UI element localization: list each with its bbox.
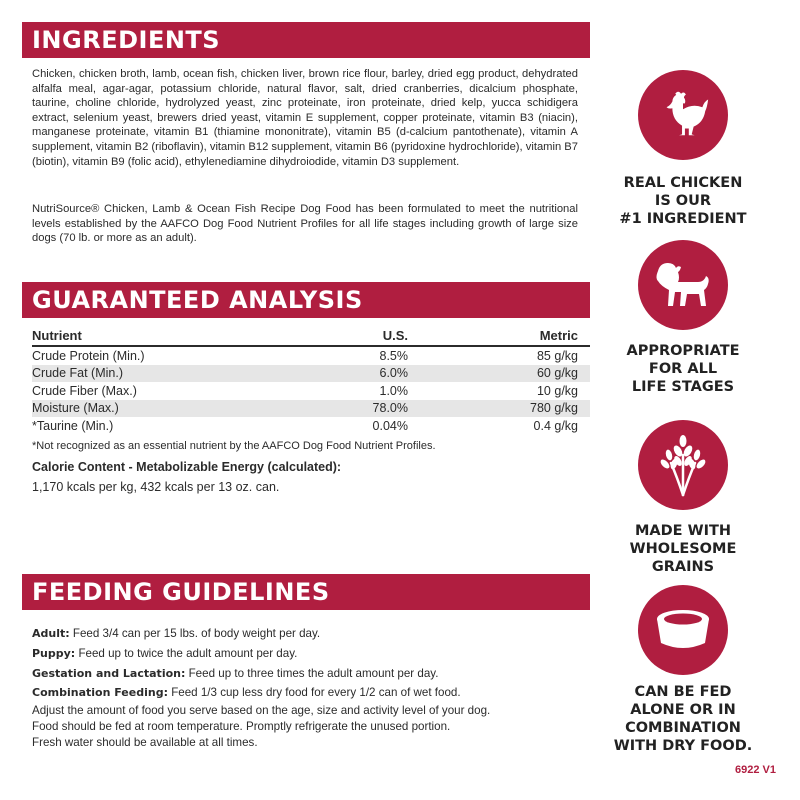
nutrient-us: 1.0%: [379, 383, 408, 398]
nutrient-us: 0.04%: [372, 418, 408, 433]
combination-text: Feed 1/3 cup less dry food for every 1/2 can of wet food.: [167, 686, 461, 700]
chicken-icon: [638, 70, 728, 160]
feeding-adult: [32, 624, 592, 644]
combination-label: Combination Feeding:: [32, 686, 168, 700]
nutrient-us: 6.0%: [318, 365, 408, 383]
table-row: [32, 400, 590, 418]
badge-caption: [593, 683, 773, 755]
table-header-row: [32, 326, 590, 346]
taurine-footnote: *Not recognized as an essential nutrient by the AAFCO Dog Food Nutrient Profiles.: [32, 440, 436, 452]
table-row: [32, 382, 590, 400]
table-row: [32, 417, 590, 435]
badge-wholesome-grains: [593, 420, 773, 576]
header-nutrient: Nutrient: [32, 326, 318, 346]
gestation-label: Gestation and Lactation:: [32, 666, 186, 680]
gestation-text: Feed up to three times the adult amount per day.: [185, 666, 439, 680]
feeding-gestation: [32, 664, 592, 684]
badge-feed-combination: [593, 585, 773, 755]
header-us: U.S.: [318, 326, 408, 346]
caption-line: LIFE STAGES: [631, 379, 735, 395]
caption-line: WHOLESOME: [629, 541, 737, 557]
badge-caption: [593, 522, 773, 576]
caption-line: #1 INGREDIENT: [619, 211, 747, 227]
caption-line: FOR ALL: [648, 361, 718, 377]
puppy-label: Puppy:: [32, 646, 76, 660]
ingredients-list: Chicken, chicken broth, lamb, ocean fish, chicken liver, brown rice flour, barley, dried egg product, dehydrated alfalfa meal, agar-agar, potassium chloride, natural flavor, salt, dried cranberries, dicalcium phosphate, taurine, choline chloride, hydrolyzed yeast, zinc proteinate, iron proteinate, dried kelp, yucca schidigera extract, selenium yeast, brewers dried yeast, vitamin E supplement, copper proteinate, vitamin B3 (niacin), manganese proteinate, vitamin B1 (thiamine mononitrate), vitamin B5 (d-calcium pantothenate), vitamin A supplement, vitamin B2 (riboflavin), vitamin B12 supplement, vitamin B6 (pyridoxine hydrochloride), vitamin B7 (biotin), vitamin B9 (folic acid), ethylenediamine dihydroiodide, vitamin D3 supplement.: [32, 68, 578, 168]
header-metric: Metric: [408, 326, 590, 346]
caption-line: CAN BE FED: [634, 684, 732, 700]
badge-real-chicken: [593, 70, 773, 228]
puppy-text: Feed up to twice the adult amount per day.: [75, 646, 298, 660]
product-code: 6922 V1: [735, 764, 776, 776]
caption-line: MADE WITH: [634, 523, 732, 539]
badge-life-stages: [593, 240, 773, 396]
aafco-statement: NutriSource® Chicken, Lamb & Ocean Fish Recipe Dog Food has been formulated to meet the nutritional levels established by the AAFCO Dog Food Nutrient Profiles for all life stages including growth of large size dogs (70 lb. or more as an adult).: [32, 203, 578, 245]
badge-caption: [593, 174, 773, 228]
nutrient-metric: 60 g/kg: [408, 365, 590, 383]
feeding-guidelines-heading: FEEDING GUIDELINES: [22, 574, 590, 610]
caption-line: IS OUR: [654, 193, 712, 209]
feeding-note: Food should be fed at room temperature. Promptly refrigerate the unused portion.: [32, 720, 451, 734]
caption-line: GRAINS: [651, 559, 715, 575]
analysis-table: [32, 326, 590, 435]
nutrient-metric: 85 g/kg: [536, 348, 578, 363]
guaranteed-analysis-heading: GUARANTEED ANALYSIS: [22, 282, 590, 318]
table-row: [32, 346, 590, 365]
feeding-combination: [32, 683, 592, 703]
nutrient-metric: 780 g/kg: [408, 400, 590, 418]
caption-line: COMBINATION: [625, 720, 741, 736]
feeding-puppy: [32, 644, 592, 664]
badge-caption: [593, 342, 773, 396]
caption-line: REAL CHICKEN: [623, 175, 743, 191]
caption-line: APPROPRIATE: [626, 343, 740, 359]
bowl-icon: [638, 585, 728, 675]
nutrient-name: *Taurine (Min.): [32, 418, 114, 433]
calorie-content-value: 1,170 kcals per kg, 432 kcals per 13 oz. can.: [32, 480, 280, 494]
nutrient-metric: 10 g/kg: [536, 383, 578, 398]
feeding-note: Adjust the amount of food you serve based on the age, size and activity level of your dog.: [32, 704, 491, 718]
nutrient-name: Moisture (Max.): [32, 400, 318, 418]
nutrient-name: Crude Fat (Min.): [32, 365, 318, 383]
calorie-content-title: Calorie Content - Metabolizable Energy (calculated):: [32, 460, 342, 474]
nutrient-name: Crude Protein (Min.): [32, 348, 145, 363]
caption-line: WITH DRY FOOD.: [613, 738, 753, 754]
ingredients-heading: INGREDIENTS: [22, 22, 590, 58]
puppy-icon: [638, 240, 728, 330]
feeding-note: Fresh water should be available at all times.: [32, 736, 258, 750]
caption-line: ALONE OR IN: [630, 702, 736, 718]
table-row: [32, 365, 590, 383]
nutrient-name: Crude Fiber (Max.): [32, 383, 137, 398]
nutrient-metric: 0.4 g/kg: [533, 418, 578, 433]
feeding-instructions: [32, 624, 592, 751]
adult-text: Feed 3/4 can per 15 lbs. of body weight per day.: [69, 627, 321, 640]
adult-label: Adult:: [32, 627, 70, 640]
nutrient-us: 8.5%: [379, 348, 408, 363]
nutrient-us: 78.0%: [318, 400, 408, 418]
wheat-icon: [638, 420, 728, 510]
